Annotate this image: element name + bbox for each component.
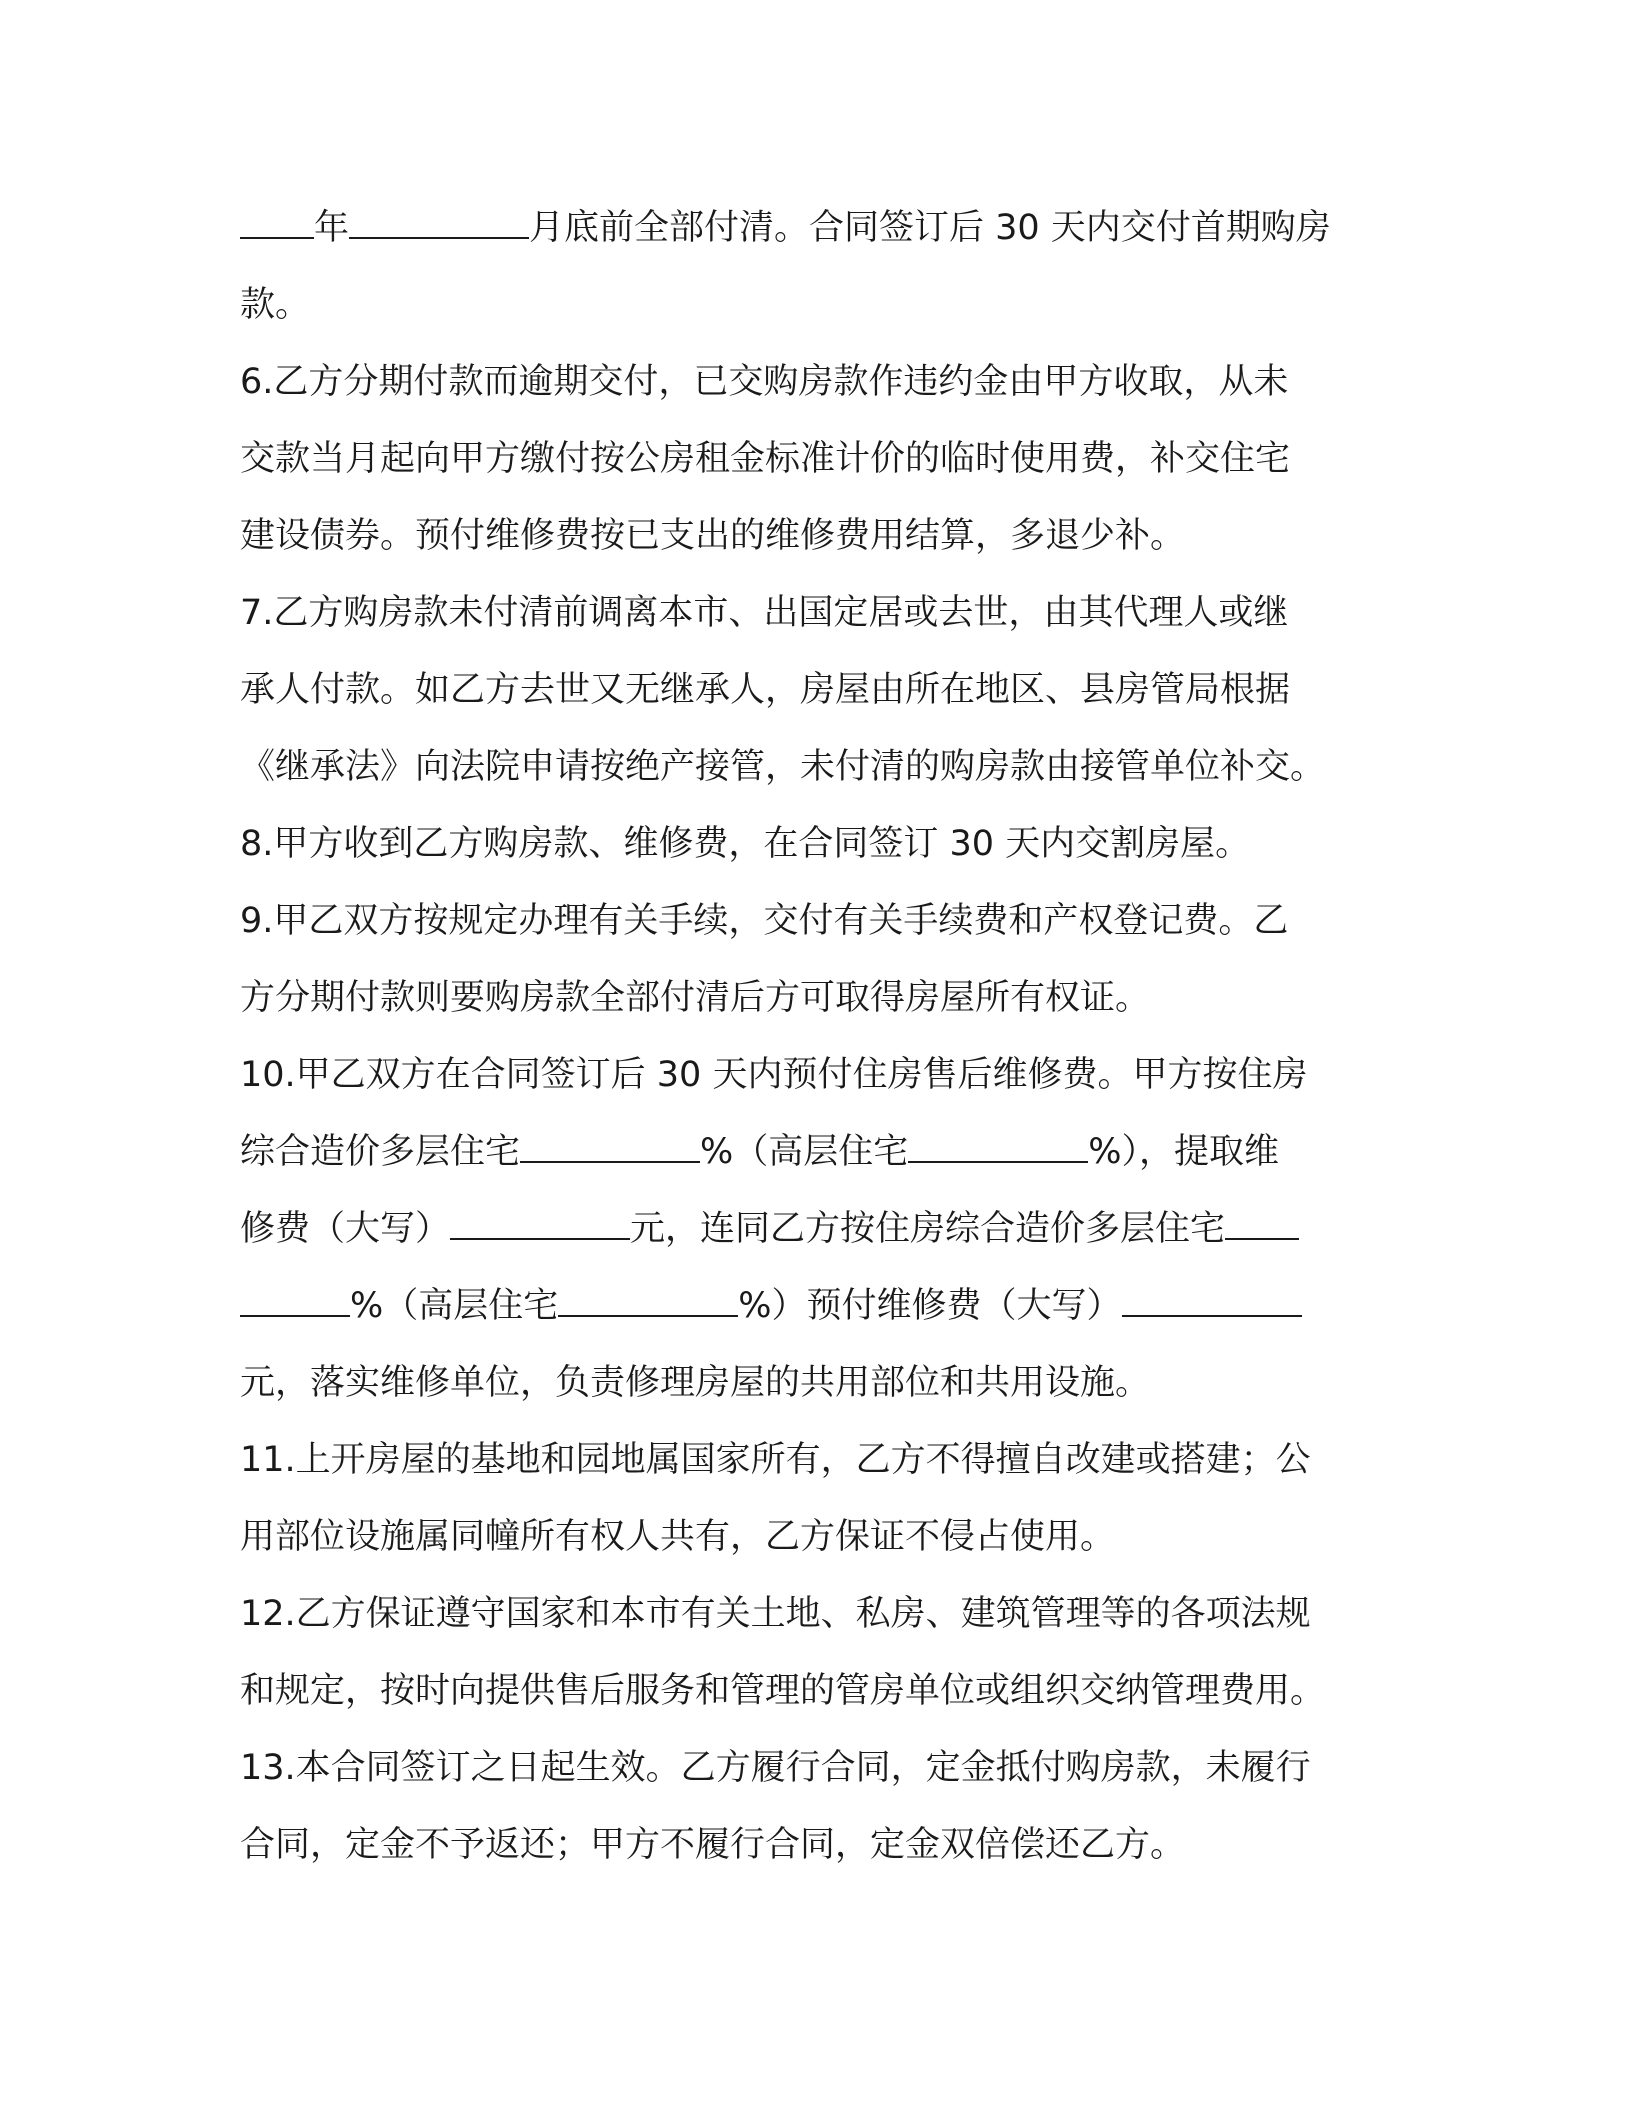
text-line: 和规定，按时向提供售后服务和管理的管房单位或组织交纳管理费用。	[240, 1671, 1326, 1711]
text-line: 方分期付款则要购房款全部付清后方可取得房屋所有权证。	[240, 978, 1151, 1018]
text-line: 用部位设施属同幢所有权人共有，乙方保证不侵占使用。	[240, 1517, 1116, 1557]
fill-blank	[908, 1123, 1088, 1163]
text-line: 《继承法》向法院申请按绝产接管，未付清的购房款由接管单位补交。	[240, 747, 1326, 787]
fill-blank	[558, 1277, 738, 1317]
contract-page	[240, 190, 1390, 1884]
fill-blank	[240, 199, 314, 239]
text-line: 合同，定金不予返还；甲方不履行合同，定金双倍偿还乙方。	[240, 1825, 1186, 1865]
text-line: 承人付款。如乙方去世又无继承人，房屋由所在地区、县房管局根据	[240, 670, 1291, 710]
clause-13: 13.本合同签订之日起生效。乙方履行合同，定金抵付购房款，未履行	[240, 1748, 1311, 1788]
text-line: 交款当月起向甲方缴付按公房租金标准计价的临时使用费，补交住宅	[240, 439, 1291, 479]
fill-blank	[450, 1200, 630, 1240]
fill-blank	[240, 1277, 350, 1317]
clause-7: 7.乙方购房款未付清前调离本市、出国定居或去世，由其代理人或继	[240, 593, 1289, 633]
text-line: 元，落实维修单位，负责修理房屋的共用部位和共用设施。	[240, 1363, 1151, 1403]
fill-blank	[349, 199, 529, 239]
clause-12: 12.乙方保证遵守国家和本市有关土地、私房、建筑管理等的各项法规	[240, 1594, 1311, 1634]
clause-10: 10.甲乙双方在合同签订后 30 天内预付住房售后维修费。甲方按住房	[240, 1055, 1308, 1095]
fill-blank	[1225, 1200, 1299, 1240]
text-line: %（高层住宅 %）预付维修费（大写）	[240, 1268, 1390, 1345]
text-line: 综合造价多层住宅 %（高层住宅 %），提取维	[240, 1114, 1390, 1191]
clause-9: 9.甲乙双方按规定办理有关手续，交付有关手续费和产权登记费。乙	[240, 901, 1289, 941]
clause-8: 8.甲方收到乙方购房款、维修费，在合同签订 30 天内交割房屋。	[240, 824, 1251, 864]
fill-blank	[520, 1123, 700, 1163]
clause-11: 11.上开房屋的基地和园地属国家所有，乙方不得擅自改建或搭建；公	[240, 1440, 1311, 1480]
fill-blank	[1122, 1277, 1302, 1317]
text-line: 款。	[240, 285, 311, 325]
text-line: 建设债券。预付维修费按已支出的维修费用结算，多退少补。	[240, 516, 1186, 556]
text-line: 修费（大写） 元，连同乙方按住房综合造价多层住宅	[240, 1191, 1390, 1268]
text-line: 年 月底前全部付清。合同签订后 30 天内交付首期购房	[240, 190, 1390, 267]
clause-6: 6.乙方分期付款而逾期交付，已交购房款作违约金由甲方收取，从未	[240, 362, 1289, 402]
